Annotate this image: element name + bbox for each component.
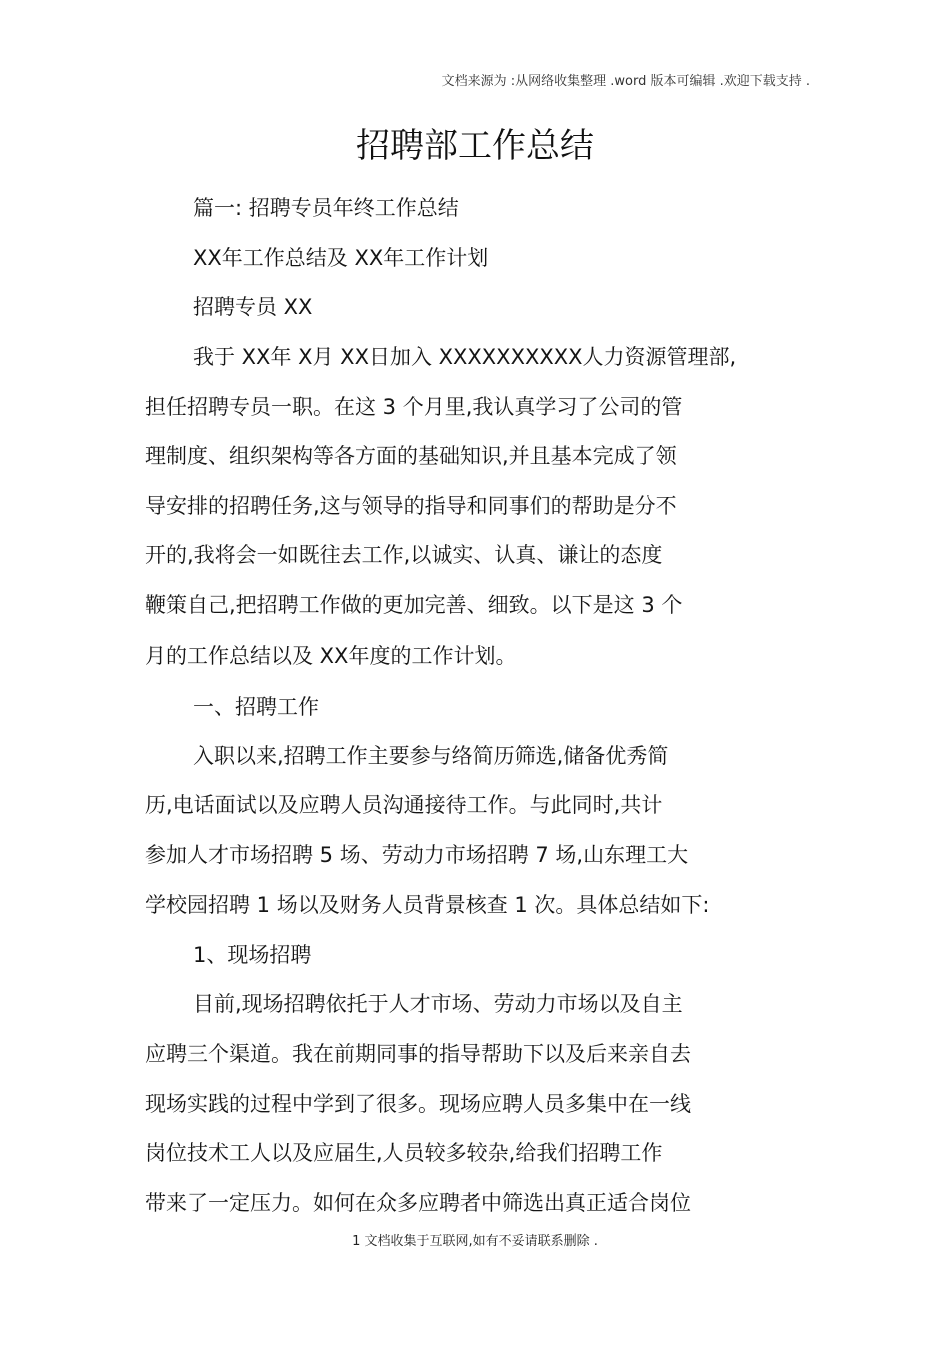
paragraph-line: 鞭策自己,把招聘工作做的更加完善、细致。以下是这 3 个 [145,593,683,617]
subtitle-line: 篇一: 招聘专员年终工作总结 [193,196,459,220]
subsection-heading: 1、现场招聘 [193,943,312,967]
document-title: 招聘部工作总结 [356,126,594,166]
paragraph-line: 我于 XX年 X月 XX日加入 XXXXXXXXXX人力资源管理部, [193,345,737,369]
paragraph-line: 开的,我将会一如既往去工作,以诚实、认真、谦让的态度 [145,543,663,567]
paragraph-line: 目前,现场招聘依托于人才市场、劳动力市场以及自主 [193,992,683,1016]
paragraph-line: 学校园招聘 1 场以及财务人员背景核查 1 次。具体总结如下: [145,893,710,917]
paragraph-line: 入职以来,招聘工作主要参与络简历筛选,储备优秀简 [193,744,669,768]
header-note: 文档来源为 :从网络收集整理 .word 版本可编辑 .欢迎下载支持 . [441,74,810,89]
paragraph-line: 现场实践的过程中学到了很多。现场应聘人员多集中在一线 [145,1092,691,1116]
paragraph-line: 历,电话面试以及应聘人员沟通接待工作。与此同时,共计 [145,793,663,817]
paragraph-line: 应聘三个渠道。我在前期同事的指导帮助下以及后来亲自去 [145,1042,691,1066]
section-heading: 一、招聘工作 [193,695,319,719]
paragraph-line: 理制度、组织架构等各方面的基础知识,并且基本完成了领 [145,444,677,468]
footer-note: 1 文档收集于互联网,如有不妥请联系删除 . [352,1234,598,1249]
paragraph-line: 参加人才市场招聘 5 场、劳动力市场招聘 7 场,山东理工大 [145,843,689,867]
paragraph-line: 月的工作总结以及 XX年度的工作计划。 [145,644,517,668]
paragraph-line: 导安排的招聘任务,这与领导的指导和同事们的帮助是分不 [145,494,677,518]
author-line: 招聘专员 XX [193,295,313,319]
paragraph-line: 带来了一定压力。如何在众多应聘者中筛选出真正适合岗位 [145,1191,691,1215]
paragraph-line: 担任招聘专员一职。在这 3 个月里,我认真学习了公司的管 [145,395,683,419]
heading-line: XX年工作总结及 XX年工作计划 [193,246,489,270]
paragraph-line: 岗位技术工人以及应届生,人员较多较杂,给我们招聘工作 [145,1141,663,1165]
